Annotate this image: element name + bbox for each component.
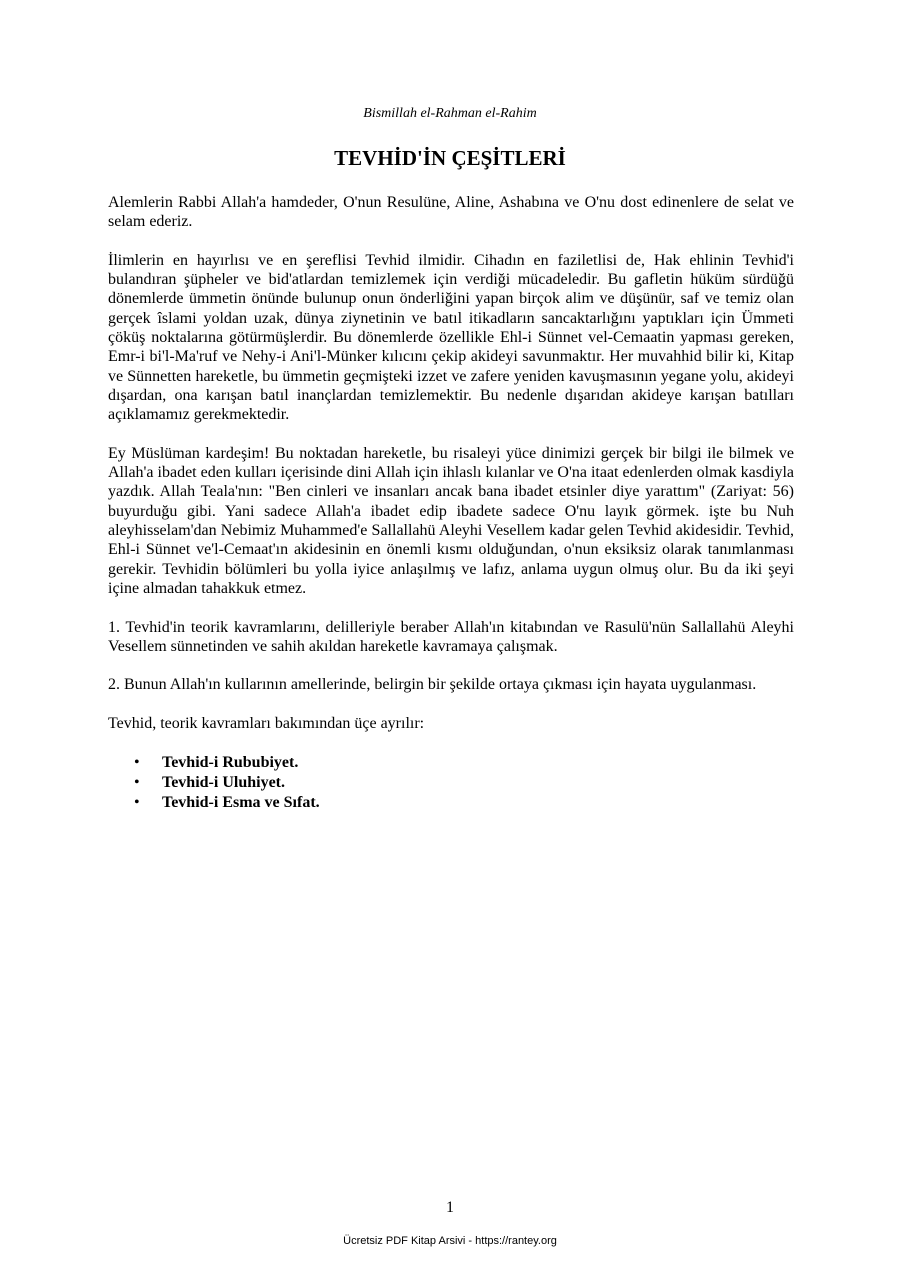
tevhid-types-list: [108, 753, 794, 813]
document-body: [108, 193, 794, 813]
paragraph-list-intro: Tevhid, teorik kavramları bakımından üçe ayrılır:: [108, 715, 425, 733]
page-number: 1: [446, 1199, 454, 1216]
page-title: TEVHİD'İN ÇEŞİTLERİ: [334, 146, 566, 170]
paragraph-point-2: 2. Bunun Allah'ın kullarının amellerinde, belirgin bir şekilde ortaya çıkması için hayata uygulanması.: [108, 676, 757, 694]
bismillah-heading: Bismillah el-Rahman el-Rahim: [363, 106, 537, 121]
list-item: • Tevhid-i Uluhiyet.: [162, 773, 794, 793]
footer-source: Ücretsiz PDF Kitap Arsivi - https://rantey.org: [343, 1235, 557, 1247]
list-item: • Tevhid-i Rububiyet.: [162, 753, 794, 773]
paragraph-intro: Alemlerin Rabbi Allah'a hamdeder, O'nun Resulüne, Aline, Ashabına ve O'nu dost edinenlere de selat ve selam ederiz.: [108, 194, 794, 231]
list-item: • Tevhid-i Esma ve Sıfat.: [162, 793, 794, 813]
paragraph-tevhid-ilmi: İlimlerin en hayırlısı ve en şereflisi Tevhid ilmidir. Cihadın en faziletlisi de, Hak ehlinin Tevhid'i bulandıran şüpheler ve bid'atlardan temizlemek için verdiği mücadeledir. Bu gafletin hüküm sürdüğü dönemlerde ümmetin önünde bulunup onun önderliğini yapan birçok alim ve düşünür, saf ve temiz olan gerçek îslami yoldan uzak, dünya ziynetinin ve batıl itikadların sancaktarlığını yaptıkları için Ümmeti çöküş noktalarına götürmüşlerdir. Bu dönemlerde özellikle Ehl-i Sünnet vel-Cemaatin yapması gereken, Emr-i bi'l-Ma'ruf ve Nehy-i Ani'l-Münker kılıcını çekip akideyi savunmaktır. Her muvahhid bilir ki, Kitap ve Sünnetten hareketle, bu ümmetin geçmişteki izzet ve zafere yeniden kavuşmasının yegane yolu, akideyi dışardan, ona karışan batıl inançlardan temizlemektir. Bu nedenle dışarıdan akideye karışan batılları açıklamamız gerekmektedir.: [108, 251, 794, 424]
paragraph-point-1: 1. Tevhid'in teorik kavramlarını, delilleriyle beraber Allah'ın kitabından ve Rasulü'nün Sallallahü Aleyhi Vesellem sünnetinden ve sahih akıldan hareketle kavramaya çalışmak.: [108, 618, 794, 655]
paragraph-risale: Ey Müslüman kardeşim! Bu noktadan hareketle, bu risaleyi yüce dinimizi gerçek bir bilgi ile bilmek ve Allah'a ibadet eden kulları içerisinde dini Allah için ihlaslı kılanlar ve O'na itaat edenlerden olmak kasdiyla yazdık. Allah Teala'nın: "Ben cinleri ve insanları ancak bana ibadet etsinler diye yarattım" (Zariyat: 56) buyurduğu gibi. Yani sadece Allah'a ibadet edip ibadete sadece O'nu layık görmek. işte bu Nuh aleyhisselam'dan Nebimiz Muhammed'e Sallallahü Aleyhi Vesellem kadar gelen Tevhid akidesidir. Tevhid, Ehl-i Sünnet ve'l-Cemaat'ın akidesinin en önemli kısmı olduğundan, o'nun eksiksiz olarak tanımlanması gerekir. Tevhidin bölümleri bu yolla iyice anlaşılmış ve lafız, anlama uygun olmuş olur. Bu da iki şeyi içine almadan tahakkuk etmez.: [108, 444, 794, 597]
